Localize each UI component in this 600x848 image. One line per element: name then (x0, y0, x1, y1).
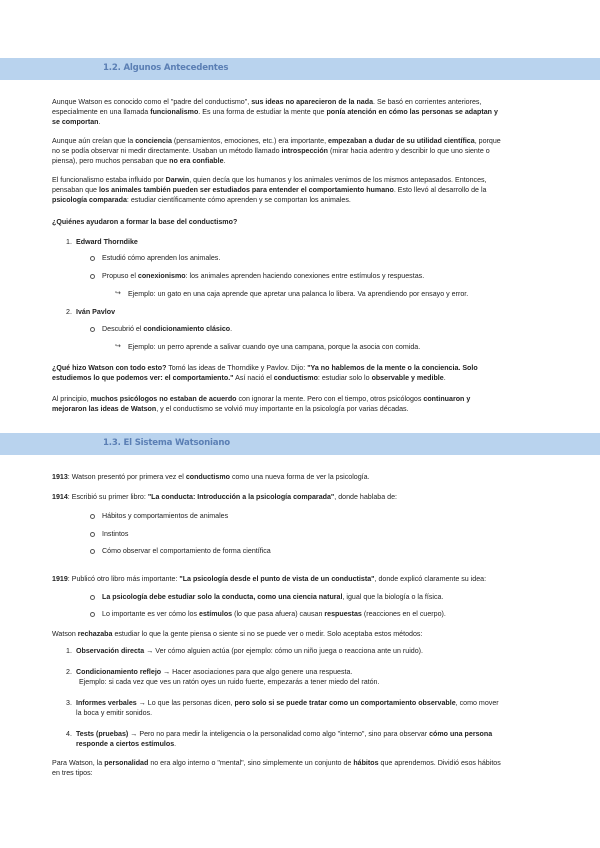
list-number: 1. (66, 647, 72, 655)
bold-text: conductismo (185, 473, 230, 481)
bold-text: Observación directa (76, 647, 145, 655)
bold-text: continuaron y (423, 395, 471, 403)
list-item-thorndike: Edward Thorndike (76, 238, 138, 246)
bold-text: introspección (281, 147, 329, 156)
list-item (102, 324, 232, 334)
list-item-observacion (76, 646, 423, 656)
text: . (443, 374, 446, 383)
list-number: 4. (66, 730, 72, 738)
paragraph-personalidad (52, 758, 552, 778)
list-number: 1. (66, 238, 72, 246)
text: , y el conductismo se volvió muy importante en la psicología por varias décadas. (156, 405, 409, 414)
paragraph-darwin (52, 175, 552, 206)
bold-text: La psicología debe estudiar solo la conducta, como una ciencia natural (102, 593, 343, 601)
text: Aunque Watson es conocido como el "padre del conductismo", (52, 98, 252, 106)
text: no era algo interno o "mental", sino simplemente un conjunto de (148, 759, 354, 767)
text: no se podía observar ni medir directamente. Usaban un método llamado (52, 147, 282, 156)
text: , quien decía que los humanos y los animales venimos de los mismos antepasados. Entonces, (189, 176, 487, 184)
text: Ejemplo: si cada vez que ves un ratón oyes un ruido fuerte, empezarás a tener miedo del ratón. (79, 678, 380, 687)
list-item (102, 592, 443, 602)
bold-text: Condicionamiento reflejo (76, 668, 162, 676)
bold-text: psicología comparada (52, 196, 127, 205)
circle-bullet-icon (90, 327, 95, 332)
paragraph-1919 (52, 574, 552, 584)
text: en tres tipos: (52, 769, 93, 778)
bold-text: rechazaba (77, 630, 113, 638)
circle-bullet-icon (90, 612, 95, 617)
bold-text: responde a ciertos estímulos (76, 740, 175, 749)
circle-bullet-icon (90, 274, 95, 279)
text: → Ver cómo alguien actúa (por ejemplo: cómo un niño juega o reacciona ante un ruido). (144, 647, 424, 655)
list-item-condicionamiento (76, 667, 379, 687)
bold-text: hábitos (353, 759, 379, 767)
bold-text: mejoraron las ideas de Watson (52, 405, 157, 414)
text: , igual que la biología o la física. (342, 593, 444, 601)
bold-text: estudiemos lo que podemos ver: el comportamiento." (52, 374, 234, 383)
paragraph-1913 (52, 472, 552, 482)
text: piensa), pero muchos pensaban que (52, 157, 170, 166)
bold-text: muchos psicólogos no estaban de acuerdo (90, 395, 237, 403)
bold-text: Informes verbales (76, 699, 137, 707)
bold-text: ¿Qué hizo Watson con todo esto? (52, 364, 167, 372)
list-item: Hábitos y comportamientos de animales (102, 512, 229, 520)
bold-text: sus ideas no aparecieron de la nada (251, 98, 374, 106)
circle-bullet-icon (90, 256, 95, 261)
text: El funcionalismo estaba influido por (52, 176, 166, 184)
list-item-tests (76, 729, 492, 749)
text: (pensamientos, emociones, etc.) era importante, (171, 137, 329, 145)
text: Para Watson, la (52, 759, 105, 767)
text: Watson (52, 630, 78, 638)
bold-text: estímulos (199, 610, 233, 618)
section-header-1-2 (0, 58, 600, 80)
text: . Esto llevó al desarrollo de la (393, 186, 487, 195)
section-header-1-3 (0, 433, 600, 455)
text: . (230, 325, 233, 333)
text: que aprendemos. Dividió esos hábitos (378, 759, 501, 767)
text: : Escribió su primer libro: (67, 493, 148, 501)
text: Así nació el (233, 374, 274, 383)
bold-text: observable y medible (371, 374, 444, 383)
list-item: Ejemplo: un gato en una caja aprende que apretar una palanca lo libera. Va aprendiendo por ensayo y error. (128, 290, 469, 298)
section-title-1-3: 1.3. El Sistema Watsoniano (103, 438, 231, 448)
list-item: Cómo observar el comportamiento de forma científica (102, 547, 271, 555)
list-item-informes (76, 698, 499, 718)
list-item (102, 609, 446, 619)
bold-text: personalidad (104, 759, 149, 767)
text: estudiar lo que la gente piensa o siente si no se puede ver o medir. Solo aceptaba estos métodos: (112, 630, 423, 638)
bold-text: 1913 (52, 473, 68, 481)
text: . (223, 157, 226, 166)
text: . (174, 740, 177, 749)
list-item-pavlov: Iván Pavlov (76, 308, 116, 316)
text: : los animales aprenden haciendo conexiones entre estímulos y respuestas. (185, 272, 425, 280)
bold-text: los animales también pueden ser estudiados para entender el comportamiento humano (98, 186, 394, 195)
text: . Es una forma de estudiar la mente que (198, 108, 327, 117)
text: la boca y emitir sonidos. (76, 709, 153, 718)
list-number: 2. (66, 308, 72, 316)
text: , como mover (455, 699, 499, 707)
paragraph-1914 (52, 492, 552, 502)
bold-text: Tests (pruebas) (76, 730, 129, 738)
list-number: 3. (66, 699, 72, 707)
bold-text: conciencia (135, 137, 172, 145)
text: con ignorar la mente. Pero con el tiempo, otros psicólogos (236, 395, 424, 403)
bold-text: Darwin (165, 176, 190, 184)
paragraph-rechazaba (52, 629, 552, 639)
text: Al principio, (52, 395, 91, 403)
paragraph-watson-conductismo (52, 363, 552, 383)
paragraph-al-principio (52, 394, 552, 414)
text: especialmente en una llamada (52, 108, 151, 117)
bold-text: funcionalismo (150, 108, 199, 117)
bold-text: "La conducta: Introducción a la psicología comparada" (147, 493, 335, 501)
bold-text: no era confiable (169, 157, 224, 166)
section-title-1-2: 1.2. Algunos Antecedentes (103, 63, 229, 73)
text: Lo importante es ver cómo los (102, 610, 199, 618)
text: pensaban que (52, 186, 99, 195)
paragraph-watson-antecedentes (52, 97, 552, 128)
circle-bullet-icon (90, 514, 95, 519)
bold-text: 1914 (52, 493, 68, 501)
text: : estudiar científicamente cómo aprenden y se comportan los animales. (126, 196, 351, 205)
bold-text: condicionamiento clásico (143, 325, 231, 333)
circle-bullet-icon (90, 595, 95, 600)
circle-bullet-icon (90, 532, 95, 537)
text: : Publicó otro libro más importante: (67, 575, 180, 583)
text: : estudiar solo lo (317, 374, 372, 383)
bold-text: conexionismo (137, 272, 186, 280)
text: , donde explicó claramente su idea: (374, 575, 487, 583)
text: (lo que pasa afuera) causan (232, 610, 325, 618)
bold-text: ponía atención en cómo las personas se adaptan y (326, 108, 498, 117)
text: → Hacer asociaciones para que algo genere una respuesta. (161, 668, 353, 676)
text: . Se basó en corrientes anteriores, (373, 98, 482, 106)
arrow-bullet-icon: ↪ (115, 290, 121, 297)
bold-text: conductismo (273, 374, 318, 383)
bold-text: 1919 (52, 575, 68, 583)
text: (reacciones en el cuerpo). (361, 610, 446, 618)
text: Descubrió el (102, 325, 144, 333)
text: Tomó las ideas de Thorndike y Pavlov. Dijo: (166, 364, 308, 372)
question-heading: ¿Quiénes ayudaron a formar la base del conductismo? (52, 218, 238, 226)
bold-text: "Ya no hablemos de la mente o la conciencia. Solo (307, 364, 478, 372)
circle-bullet-icon (90, 549, 95, 554)
text: . (98, 118, 101, 127)
list-item (102, 271, 424, 281)
list-item: Ejemplo: un perro aprende a salivar cuando oye una campana, porque la asocia con comida. (128, 343, 421, 351)
text: , donde hablaba de: (334, 493, 397, 501)
bold-text: empezaban a dudar de su utilidad científica (328, 137, 475, 145)
text: Aunque aún creían que la (52, 137, 136, 145)
text: , porque (474, 137, 501, 145)
bold-text: respuestas (324, 610, 362, 618)
list-number: 2. (66, 668, 72, 676)
text: → Pero no para medir la inteligencia o la personalidad como algo "interno", sino para observar (128, 730, 430, 738)
text: : Watson presentó por primera vez el (67, 473, 186, 481)
text: Propuso el (102, 272, 138, 280)
text: → Lo que las personas dicen, (136, 699, 235, 707)
list-item: Instintos (102, 530, 129, 538)
arrow-bullet-icon: ↪ (115, 343, 121, 350)
bold-text: cómo una persona (429, 730, 493, 738)
bold-text: pero solo si se puede tratar como un comportamiento observable (234, 699, 456, 707)
text: como una nueva forma de ver la psicología. (229, 473, 370, 481)
paragraph-conciencia (52, 136, 552, 167)
bold-text: se comportan (52, 118, 99, 127)
bold-text: "La psicología desde el punto de vista de un conductista" (179, 575, 375, 583)
text: (mirar hacia adentro y describir lo que uno siente o (328, 147, 490, 156)
list-item: Estudió cómo aprenden los animales. (102, 254, 221, 262)
